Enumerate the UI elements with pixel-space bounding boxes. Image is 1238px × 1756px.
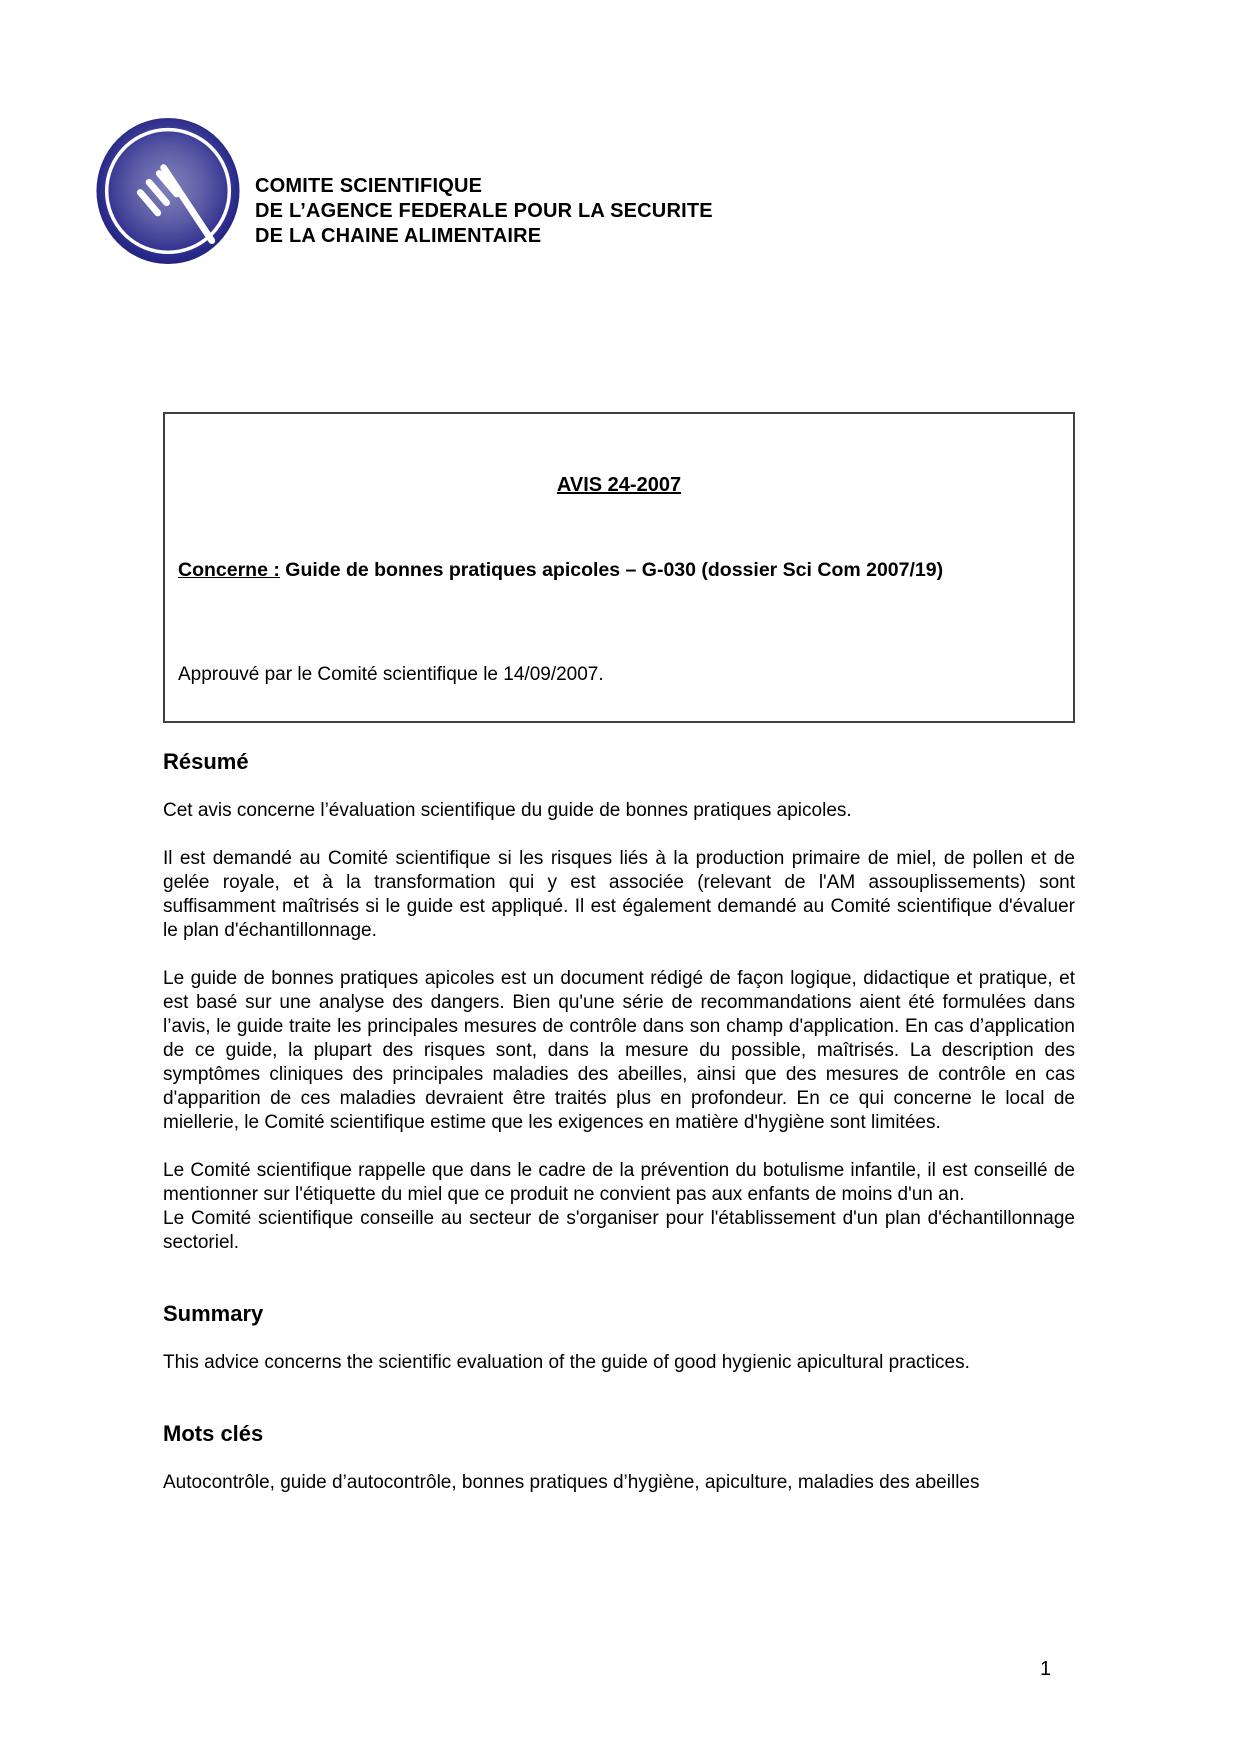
org-name-block bbox=[255, 116, 713, 249]
org-name-line-3: DE LA CHAINE ALIMENTAIRE bbox=[255, 225, 542, 247]
resume-paragraph-2: Il est demandé au Comité scientifique si les risques liés à la production primaire de miel, de pollen et de gelée royale, et à la transformation qui y est associée (relevant de l'AM assouplissements) sont suffisamment maîtrisés si le guide est appliqué. Il est également demandé au Comité scientifique d'évaluer le plan d'échantillonnage. bbox=[163, 848, 1075, 941]
summary-paragraph: This advice concerns the scientific evaluation of the guide of good hygienic apicultural practices. bbox=[163, 1352, 970, 1373]
keywords-heading: Mots clés bbox=[163, 1421, 264, 1446]
page-number: 1 bbox=[1040, 1658, 1052, 1680]
concern-label: Concerne : bbox=[178, 559, 280, 581]
concern-line bbox=[178, 556, 1060, 585]
resume-heading: Résumé bbox=[163, 749, 249, 774]
concern-subject: Guide de bonnes pratiques apicoles – G-030 (dossier Sci Com 2007/19) bbox=[285, 559, 944, 581]
org-name-line-1: COMITE SCIENTIFIQUE bbox=[255, 175, 483, 197]
org-name-line-2: DE L’AGENCE FEDERALE POUR LA SECURITE bbox=[255, 200, 713, 222]
document-body bbox=[163, 723, 1075, 1495]
keywords-paragraph: Autocontrôle, guide d’autocontrôle, bonnes pratiques d’hygiène, apiculture, maladies des abeilles bbox=[163, 1472, 980, 1493]
agency-logo-icon bbox=[95, 116, 241, 266]
resume-paragraph-3: Le guide de bonnes pratiques apicoles est un document rédigé de façon logique, didactique et pratique, et est basé sur une analyse des dangers. Bien qu'une série de recommandations aient été formulées dans l’avis, le guide traite les principales mesures de contrôle dans son champ d'application. En cas d’application de ce guide, la plupart des risques sont, dans la mesure du possible, maîtrisés. La description des symptômes cliniques des principales maladies des abeilles, ainsi que des mesures de contrôle en cas d'apparition de ces maladies devraient être traités plus en profondeur. En ce qui concerne le local de miellerie, le Comité scientifique estime que les exigences en matière d'hygiène sont limitées. bbox=[163, 968, 1075, 1133]
resume-paragraph-1: Cet avis concerne l’évaluation scientifique du guide de bonnes pratiques apicoles. bbox=[163, 800, 852, 821]
resume-paragraph-5: Le Comité scientifique conseille au secteur de s'organiser pour l'établissement d'un plan d'échantillonnage sectoriel. bbox=[163, 1208, 1075, 1253]
resume-paragraph-4: Le Comité scientifique rappelle que dans le cadre de la prévention du botulisme infantile, il est conseillé de mentionner sur l'étiquette du miel que ce produit ne convient pas aux enfants de moins d'un an. bbox=[163, 1160, 1075, 1205]
advice-box bbox=[163, 412, 1075, 723]
document-header bbox=[95, 116, 713, 266]
advice-number-title: AVIS 24-2007 bbox=[556, 474, 682, 496]
summary-heading: Summary bbox=[163, 1301, 264, 1326]
approval-date-line: Approuvé par le Comité scientifique le 14/09/2007. bbox=[178, 664, 604, 685]
